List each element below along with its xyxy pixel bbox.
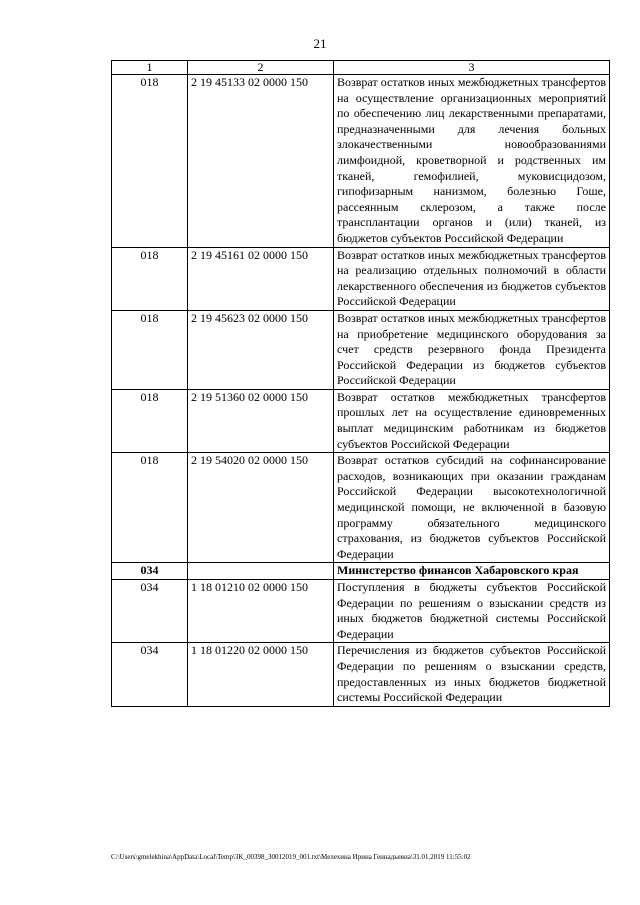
kbk-code-cell: 1 18 01220 02 0000 150: [188, 643, 334, 706]
table-header-row: [112, 61, 610, 75]
description-cell: Возврат остатков межбюджетных трансфертов прошлых лет на осуществление единовременных выплат медицинским работникам из бюджетов субъектов Российской Федерации: [334, 389, 610, 452]
admin-code-cell: 034: [112, 563, 188, 580]
description-cell: Возврат остатков субсидий на софинансирование расходов, возникающих при оказании гражданам Российской Федерации высокотехнологичной медицинской помощи, не включенной в базовую программу обязательного медицинского страхования, из бюджетов субъектов Российской Федерации: [334, 453, 610, 563]
kbk-code-cell: 2 19 51360 02 0000 150: [188, 389, 334, 452]
kbk-code-cell: 2 19 45161 02 0000 150: [188, 247, 334, 310]
table-row: [112, 389, 610, 452]
header-col-2: 2: [188, 61, 334, 75]
admin-code-cell: 018: [112, 247, 188, 310]
administrator-name-cell: Министерство финансов Хабаровского края: [334, 563, 610, 580]
description-cell: Перечисления из бюджетов субъектов Российской Федерации по решениям о взыскании средств, предоставленных из иных бюджетов бюджетной системы Российской Федерации: [334, 643, 610, 706]
description-cell: Возврат остатков иных межбюджетных трансфертов на осуществление организационных мероприятий по обеспечению лиц лекарственными препаратами, предназначенными для лечения больных злокачественными новообразованиями лимфоидной, кроветворной и родственных им тканей, гемофилией, муковисцидозом, гипофизарным нанизмом, болезнью Гоше, рассеянным склерозом, а также после трансплантации органов и (или) тканей, из бюджетов субъектов Российской Федерации: [334, 75, 610, 248]
table-row: [112, 580, 610, 643]
admin-code-cell: 018: [112, 453, 188, 563]
header-col-3: 3: [334, 61, 610, 75]
admin-code-cell: 034: [112, 580, 188, 643]
admin-code-cell: 018: [112, 75, 188, 248]
table-row: [112, 310, 610, 389]
description-cell: Поступления в бюджеты субъектов Российской Федерации по решениям о взыскании средств из иных бюджетов бюджетной системы Российской Федерации: [334, 580, 610, 643]
table-row: [112, 247, 610, 310]
revenue-codes-table: [111, 60, 610, 707]
kbk-code-cell: [188, 563, 334, 580]
file-path-footer: C:\Users\gmelekhina\AppData\Local\Temp\3K_00398_30012019_001.txt\Мелехина Ирина Геннадьевна\31.01.2019 11:55:02: [111, 853, 471, 861]
kbk-code-cell: 2 19 45623 02 0000 150: [188, 310, 334, 389]
kbk-code-cell: 2 19 45133 02 0000 150: [188, 75, 334, 248]
kbk-code-cell: 1 18 01210 02 0000 150: [188, 580, 334, 643]
description-cell: Возврат остатков иных межбюджетных трансфертов на реализацию отдельных полномочий в области лекарственного обеспечения из бюджетов субъектов Российской Федерации: [334, 247, 610, 310]
page-number: 21: [313, 36, 327, 51]
table-row: [112, 75, 610, 248]
admin-code-cell: 018: [112, 389, 188, 452]
admin-code-cell: 034: [112, 643, 188, 706]
description-cell: Возврат остатков иных межбюджетных трансфертов на приобретение медицинского оборудования за счет средств резервного фонда Президента Российской Федерации из бюджетов субъектов Российской Федерации: [334, 310, 610, 389]
table-row: [112, 643, 610, 706]
admin-code-cell: 018: [112, 310, 188, 389]
kbk-code-cell: 2 19 54020 02 0000 150: [188, 453, 334, 563]
section-header-row: [112, 563, 610, 580]
header-col-1: 1: [112, 61, 188, 75]
table-row: [112, 453, 610, 563]
